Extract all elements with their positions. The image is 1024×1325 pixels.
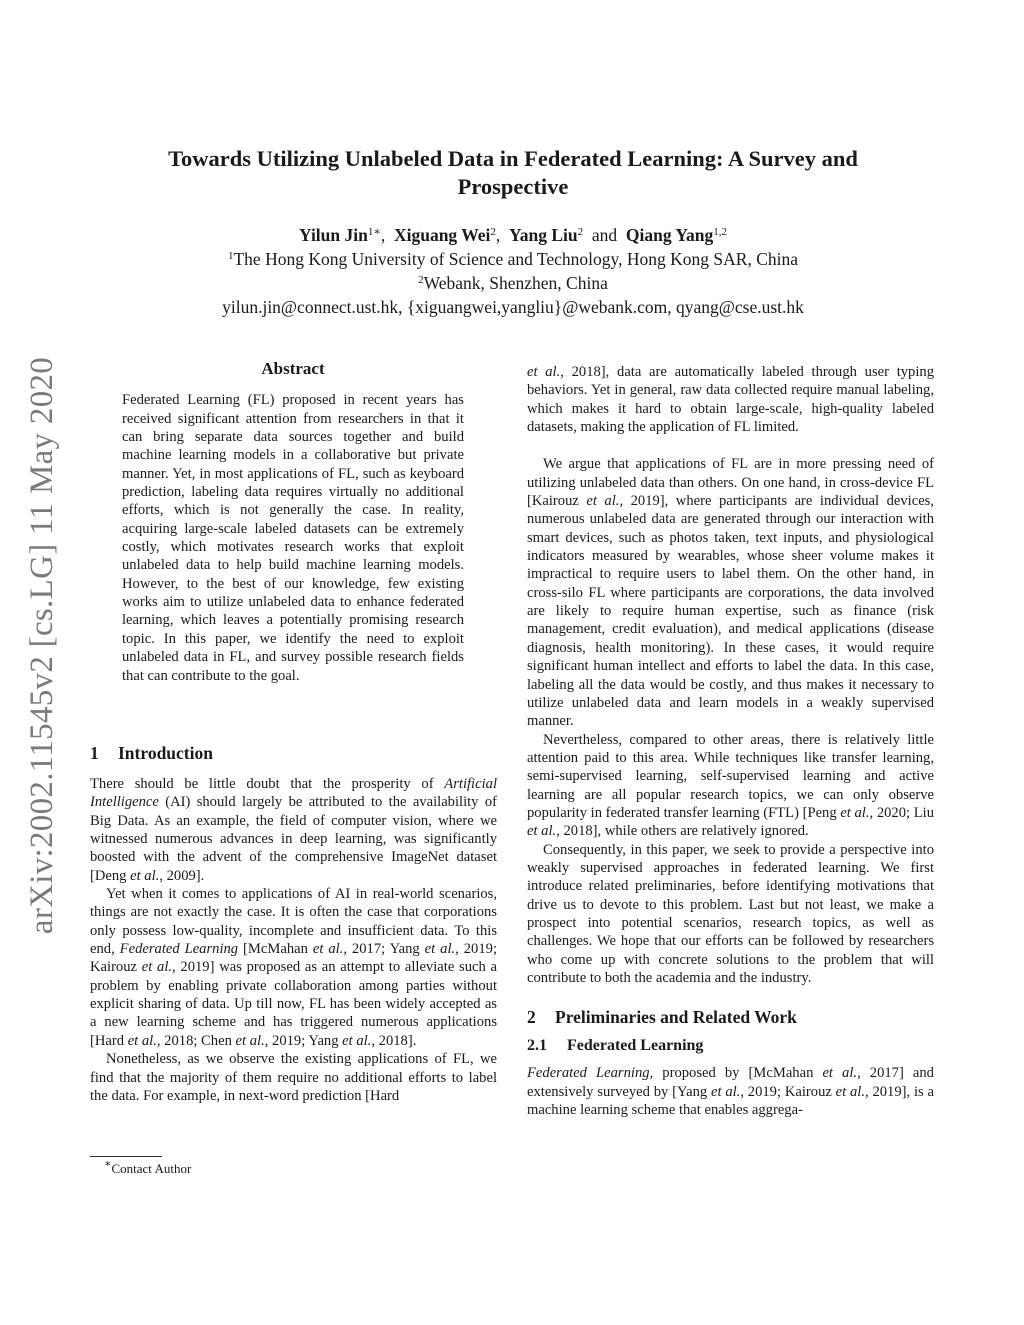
paragraph: There should be little doubt that the prosperity of Artificial Intelligence (AI) should largely be attributed to the availability of Big Data. As an example, the field of computer vision, where we witnessed numerous advances in deep learning, was significantly boosted with the advent of the comprehensive ImageNet dataset [Deng et al., 2009]. [90,776,497,884]
author-list: Yilun Jin$^{1∗}$, Xiguang Wei$^2$, Yang Liu$^2$ and Qiang Yang$^{1,2}$ [298,225,728,245]
subsection-heading: 2.1 Federated Learning [527,1037,704,1055]
author-name: Qiang Yang [625,225,714,245]
affiliation: $^2$Webank, Shenzhen, China [418,273,608,293]
author-name: Xiguang Wei [393,225,491,245]
paragraph: Consequently, in this paper, we seek to provide a perspective into weakly supervised approaches in federated learning. We first introduce related preliminaries, before identifying motivations that drive us to devote to this problem. Last but not least, we make a prospect into potential scenarios, research topics, as well as challenges. We hope that our efforts can be followed by researchers who come up with concrete solutions to the problem that will contribute to both the academia and the industry. [527,841,934,986]
emails: yilun.jin@connect.ust.hk, {xiguangwei,yangliu}@webank.com, qyang@cse.ust.hk [222,297,804,317]
author-name: Yilun Jin [298,225,368,245]
paragraph: Federated Learning, proposed by [McMahan et al., 2017] and extensively surveyed by [Yang et al., 2019; Kairouz et al., 2019], is a machine learning scheme that enables aggrega- [527,1065,934,1119]
paragraph: Nonetheless, as we observe the existing applications of FL, we find that the majority of them require no additional efforts to label the data. For example, in next-word prediction [Hard [90,1051,497,1104]
abstract-heading: Abstract [261,359,325,378]
arxiv-identifier: arXiv:2002.11545v2 [cs.LG] 11 May 2020 [24,356,61,934]
left-column [90,742,497,1105]
paragraph: et al., 2018], data are automatically labeled through user typing behaviors. Yet in general, raw data collected require manual labeling, which makes it hard to obtain large-scale, high-quality labeled datasets, making the application of FL limited. [527,364,934,436]
affiliation: $^1$The Hong Kong University of Science and Technology, Hong Kong SAR, China [227,249,799,269]
abstract-text: Federated Learning (FL) proposed in recent years has received significant attention from researchers in that it can bring separate data sources together and build machine learning models in a collaborative but private manner. Yet, in most applications of FL, such as keyboard prediction, labeling data requires virtually no additional efforts, which is not generally the case. In reality, acquiring large-scale labeled datasets can be extremely costly, which motivates research works that exploit unlabeled data to help build machine learning models. However, to the best of our knowledge, few existing works aim to utilize unlabeled data to enhance federated learning, which leaves a potentially promising research topic. In this paper, we identify the need to exploit unlabeled data in FL, and survey possible research fields that can contribute to the goal. [122,392,464,684]
author-block [120,223,906,319]
paper-title: Towards Utilizing Unlabeled Data in Federated Learning: A Survey and Prospective [168,146,858,199]
author-name: Yang Liu [509,225,578,245]
paragraph: Nevertheless, compared to other areas, there is relatively little attention paid to this area. While techniques like transfer learning, semi-supervised learning, self-supervised learning and active learning are all popular research topics, we can only observe popularity in federated transfer learning (FTL) [Peng et al., 2020; Liu et al., 2018], while others are relatively ignored. [527,731,934,840]
section-heading: 2 Preliminaries and Related Work [527,1007,797,1028]
paragraph: We argue that applications of FL are in more pressing need of utilizing unlabeled data than others. On one hand, in cross-device FL [Kairouz et al., 2019], where participants are individual devices, numerous unlabeled data are generated through our interaction with smart devices, such as photos taken, text inputs, and physiological indicators measured by wearables, whose sheer volume makes it impractical to require users to label them. On the other hand, in cross-silo FL where participants are corporations, the data involved are likely to require human expertise, such as finance (risk management, credit evaluation), and medical applications (disease diagnosis, health monitoring). In these cases, it would require significant human intellect and efforts to label the data. In this case, labeling all the data would be costly, and thus makes it necessary to utilize unlabeled data and learn models in a weakly supervised manner. [527,456,934,730]
paragraph: Yet when it comes to applications of AI in real-world scenarios, things are not exactly the case. It is often the case that corporations only possess low-quality, incomplete and insufficient data. To this end, Federated Learning [McMahan et al., 2017; Yang et al., 2019; Kairouz et al., 2019] was proposed as an attempt to alleviate such a problem by enabling private collaboration among parties without explicit sharing of data. Up till now, FL has been widely accepted as a new learning scheme and has triggered numerous applications [Hard et al., 2018; Chen et al., 2019; Yang et al., 2018]. [90,886,497,1049]
footnote: ∗Contact Author [104,1158,192,1176]
abstract [122,360,464,685]
section-heading: 1 Introduction [90,743,213,763]
right-column [527,363,934,1119]
footnote-rule [90,1156,162,1157]
